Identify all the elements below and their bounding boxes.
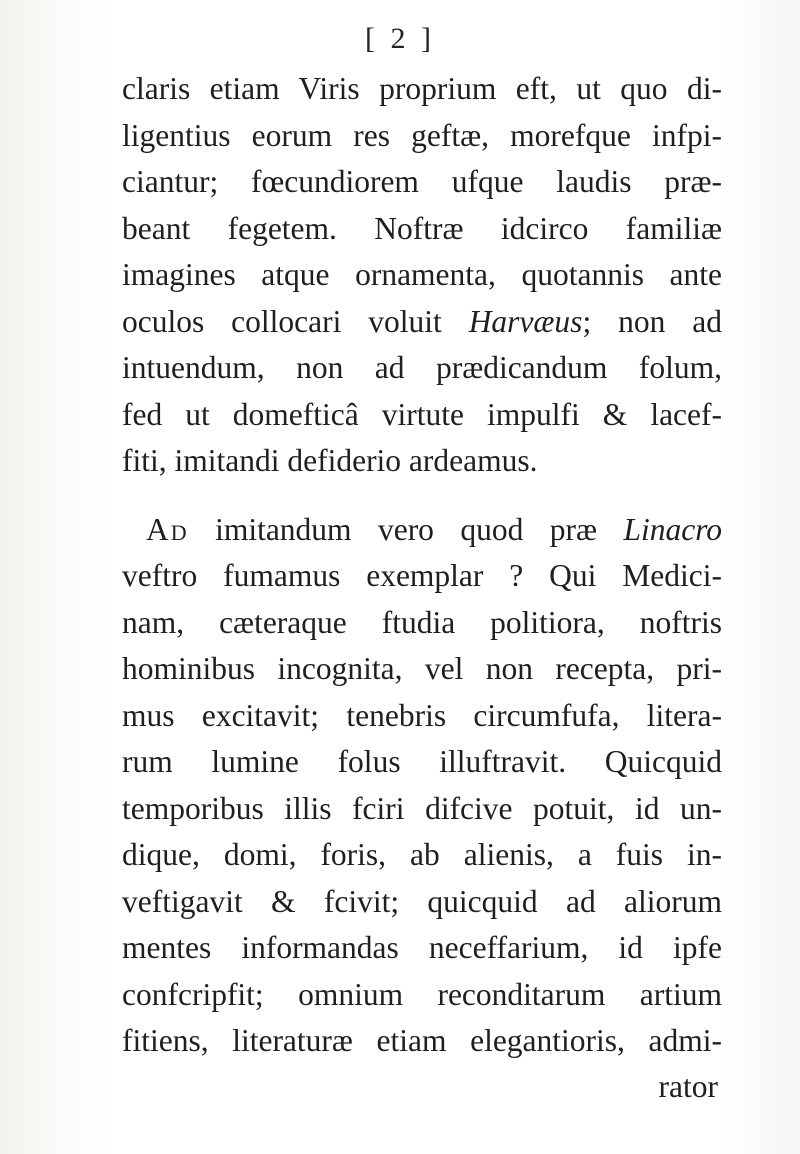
- text-line: fitiens, literaturæ etiam elegantioris, admi-: [122, 1023, 722, 1058]
- text-line: imagines atque ornamenta, quotannis ante: [122, 257, 722, 292]
- paragraph-2: [122, 507, 722, 1065]
- text-line: veftigavit & fcivit; quicquid ad aliorum: [122, 883, 722, 919]
- text-line: [122, 299, 722, 346]
- text-line: ciantur; fœcundiorem ufque laudis præ-: [122, 164, 722, 199]
- text-line: ligentius eorum res geftæ, morefque infpi-: [122, 117, 722, 153]
- text-line: temporibus illis fciri difcive potuit, id un-: [122, 790, 722, 826]
- text-segment: ; non ad: [582, 303, 723, 339]
- text-line: intuendum, non ad prædicandum folum,: [122, 350, 722, 385]
- italic-name-harvaeus: Harvæus: [468, 303, 583, 339]
- text-line: dique, domi, foris, ab alienis, a fuis in-: [122, 837, 722, 872]
- text-line: mus excitavit; tenebris circumfufa, litera-: [122, 697, 722, 733]
- italic-name-linacro: Linacro: [623, 511, 723, 547]
- text-line: [122, 507, 722, 554]
- text-line: nam, cæteraque ftudia politiora, noftris: [122, 604, 722, 640]
- text-block: [122, 66, 722, 1109]
- text-segment: imitandum vero quod præ: [215, 511, 598, 547]
- text-line: veftro fumamus exemplar ? Qui Medici-: [122, 558, 722, 593]
- text-line: mentes informandas neceffarium, id ipfe: [122, 930, 722, 965]
- text-line: beant fegetem. Noftræ idcirco familiæ: [122, 210, 722, 246]
- page-number: [ 2 ]: [365, 22, 435, 55]
- text-line: rum lumine folus illuftravit. Quicquid: [122, 744, 722, 779]
- text-line: claris etiam Viris proprium eft, ut quo di-: [122, 71, 722, 106]
- text-line: confcripfit; omnium reconditarum artium: [122, 976, 722, 1012]
- small-caps-lead: Ad: [146, 511, 189, 547]
- text-segment: oculos collocari voluit: [122, 303, 442, 339]
- text-line: hominibus incognita, vel non recepta, pri-: [122, 651, 722, 686]
- paragraph-gap: [122, 485, 722, 507]
- paragraph-1: [122, 66, 722, 485]
- catchword: rator: [658, 1068, 718, 1104]
- text-line: fed ut domefticâ virtute impulfi & lacef-: [122, 396, 722, 432]
- text-line: fiti, imitandi defiderio ardeamus.: [122, 443, 538, 478]
